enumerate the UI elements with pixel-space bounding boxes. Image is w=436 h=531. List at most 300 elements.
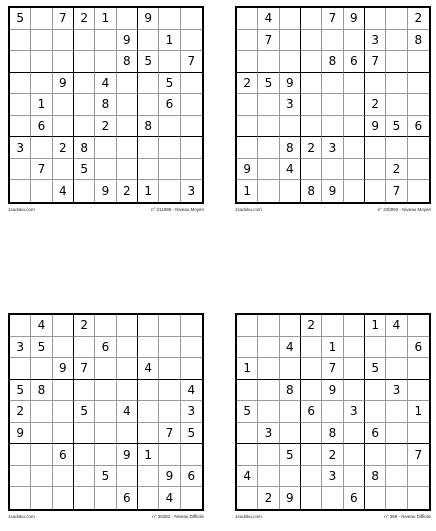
sudoku-cell	[138, 159, 159, 181]
sudoku-cell: 8	[138, 116, 159, 138]
sudoku-cell: 1	[138, 180, 159, 202]
sudoku-cell	[258, 401, 279, 423]
sudoku-cell	[159, 337, 180, 359]
sudoku-cell: 8	[322, 423, 343, 445]
sudoku-cell: 4	[237, 466, 258, 488]
sudoku-cell: 4	[53, 180, 74, 202]
sudoku-cell: 9	[237, 159, 258, 181]
sudoku-cell	[386, 137, 407, 159]
sudoku-grid	[235, 6, 431, 204]
sudoku-cell	[344, 180, 365, 202]
sudoku-cell	[95, 444, 116, 466]
sudoku-cell	[159, 315, 180, 337]
puzzle-caption: n° 220062 - Niveau Moyen	[377, 207, 431, 212]
sudoku-cell: 6	[159, 94, 180, 116]
sudoku-cell: 8	[408, 30, 429, 52]
sudoku-cell	[74, 423, 95, 445]
sudoku-cell	[31, 444, 52, 466]
sudoku-cell	[301, 466, 322, 488]
sudoku-cell: 2	[117, 180, 138, 202]
sudoku-cell	[181, 315, 202, 337]
sudoku-cell	[237, 116, 258, 138]
sudoku-cell: 4	[138, 358, 159, 380]
sudoku-grid	[8, 6, 204, 204]
sudoku-cell: 2	[365, 94, 386, 116]
sudoku-cell	[10, 30, 31, 52]
sudoku-cell	[237, 137, 258, 159]
sudoku-cell: 9	[117, 30, 138, 52]
sudoku-cell	[258, 159, 279, 181]
sudoku-cell	[10, 358, 31, 380]
source-label: 1sudoku.com	[8, 514, 35, 519]
sudoku-cell	[301, 8, 322, 30]
sudoku-cell	[301, 73, 322, 95]
sudoku-cell	[10, 487, 31, 509]
sudoku-cell	[408, 137, 429, 159]
sudoku-cell	[31, 180, 52, 202]
sudoku-cell	[74, 180, 95, 202]
sudoku-puzzle	[8, 6, 204, 213]
sudoku-cell: 1	[138, 444, 159, 466]
sudoku-cell	[31, 423, 52, 445]
sudoku-cell	[280, 315, 301, 337]
sudoku-cell	[258, 51, 279, 73]
sudoku-cell	[74, 73, 95, 95]
sudoku-cell	[408, 423, 429, 445]
sudoku-cell	[280, 401, 301, 423]
sudoku-cell	[258, 94, 279, 116]
sudoku-cell	[117, 358, 138, 380]
sudoku-cell	[95, 401, 116, 423]
sudoku-cell	[365, 137, 386, 159]
sudoku-cell: 8	[95, 94, 116, 116]
sudoku-cell	[53, 116, 74, 138]
sudoku-cell: 5	[365, 358, 386, 380]
sudoku-puzzle	[235, 313, 431, 520]
sudoku-cell: 6	[344, 487, 365, 509]
source-label: 1sudoku.com	[235, 207, 262, 212]
sudoku-cell	[181, 337, 202, 359]
sudoku-cell	[53, 159, 74, 181]
sudoku-cell	[95, 30, 116, 52]
sudoku-puzzle	[235, 6, 431, 213]
sudoku-cell	[138, 30, 159, 52]
sudoku-cell: 1	[365, 315, 386, 337]
sudoku-grid	[235, 313, 431, 511]
sudoku-cell	[258, 116, 279, 138]
sudoku-cell	[237, 315, 258, 337]
sudoku-cell: 9	[344, 8, 365, 30]
sudoku-cell	[31, 401, 52, 423]
sudoku-cell: 8	[301, 180, 322, 202]
sudoku-cell	[322, 315, 343, 337]
sudoku-cell	[95, 487, 116, 509]
sudoku-cell	[280, 116, 301, 138]
sudoku-cell: 6	[31, 116, 52, 138]
puzzle-footer	[235, 513, 431, 520]
sudoku-cell: 7	[258, 30, 279, 52]
sudoku-cell	[181, 8, 202, 30]
sudoku-cell: 7	[53, 8, 74, 30]
sudoku-cell	[301, 487, 322, 509]
sudoku-cell	[258, 466, 279, 488]
sudoku-cell: 2	[408, 8, 429, 30]
sudoku-cell	[365, 180, 386, 202]
sudoku-cell	[258, 380, 279, 402]
sudoku-cell: 5	[237, 401, 258, 423]
sudoku-cell	[386, 444, 407, 466]
sudoku-cell: 2	[258, 487, 279, 509]
sudoku-cell	[386, 358, 407, 380]
sudoku-cell: 7	[365, 51, 386, 73]
sudoku-cell: 6	[117, 487, 138, 509]
sudoku-cell	[386, 73, 407, 95]
sudoku-cell	[53, 30, 74, 52]
sudoku-cell: 6	[408, 116, 429, 138]
source-label: 1sudoku.com	[235, 514, 262, 519]
sudoku-cell	[31, 30, 52, 52]
sudoku-cell	[159, 137, 180, 159]
sudoku-cell	[53, 337, 74, 359]
sudoku-cell: 2	[301, 137, 322, 159]
sudoku-cell	[301, 380, 322, 402]
sudoku-cell	[258, 180, 279, 202]
sudoku-cell	[258, 315, 279, 337]
sudoku-cell: 4	[159, 487, 180, 509]
sudoku-cell	[95, 423, 116, 445]
sudoku-cell: 2	[74, 315, 95, 337]
sudoku-cell	[322, 401, 343, 423]
sudoku-cell	[237, 94, 258, 116]
sudoku-cell: 2	[10, 401, 31, 423]
sudoku-cell: 2	[237, 73, 258, 95]
sudoku-cell	[237, 51, 258, 73]
sudoku-cell	[181, 159, 202, 181]
sudoku-cell: 4	[258, 8, 279, 30]
sudoku-cell	[117, 94, 138, 116]
sudoku-cell	[138, 315, 159, 337]
sudoku-cell	[181, 73, 202, 95]
sudoku-cell: 4	[386, 315, 407, 337]
sudoku-cell: 9	[53, 73, 74, 95]
sudoku-cell: 5	[95, 466, 116, 488]
sudoku-cell: 9	[365, 116, 386, 138]
sudoku-cell	[344, 315, 365, 337]
source-label: 1sudoku.com	[8, 207, 35, 212]
sudoku-cell: 6	[408, 337, 429, 359]
sudoku-cell	[386, 94, 407, 116]
sudoku-cell: 1	[322, 337, 343, 359]
sudoku-cell: 7	[386, 180, 407, 202]
sudoku-cell	[280, 8, 301, 30]
sudoku-cell	[10, 180, 31, 202]
sudoku-cell: 9	[322, 180, 343, 202]
sudoku-cell: 5	[31, 337, 52, 359]
sudoku-cell: 3	[386, 380, 407, 402]
sudoku-cell	[258, 137, 279, 159]
sudoku-cell	[31, 466, 52, 488]
sudoku-cell: 4	[181, 380, 202, 402]
sudoku-cell	[322, 487, 343, 509]
sudoku-cell: 2	[95, 116, 116, 138]
sudoku-cell	[237, 8, 258, 30]
sudoku-cell	[386, 466, 407, 488]
sudoku-cell: 9	[322, 380, 343, 402]
sudoku-cell: 1	[31, 94, 52, 116]
sudoku-cell: 3	[258, 423, 279, 445]
sudoku-cell	[53, 51, 74, 73]
sudoku-puzzle	[8, 313, 204, 520]
sudoku-cell: 5	[10, 8, 31, 30]
sudoku-cell	[117, 8, 138, 30]
sudoku-cell	[138, 401, 159, 423]
sudoku-cell: 4	[117, 401, 138, 423]
sudoku-cell	[74, 337, 95, 359]
sudoku-cell	[53, 315, 74, 337]
sudoku-cell	[95, 51, 116, 73]
sudoku-cell: 4	[31, 315, 52, 337]
sudoku-cell	[408, 73, 429, 95]
sudoku-cell	[301, 116, 322, 138]
sudoku-cell	[159, 51, 180, 73]
sudoku-cell	[10, 159, 31, 181]
sudoku-cell	[344, 466, 365, 488]
sudoku-cell	[181, 444, 202, 466]
sudoku-cell	[301, 94, 322, 116]
sudoku-cell: 4	[280, 337, 301, 359]
sudoku-cell: 1	[95, 8, 116, 30]
sudoku-cell: 7	[31, 159, 52, 181]
sudoku-cell	[280, 466, 301, 488]
sudoku-cell	[301, 444, 322, 466]
sudoku-cell	[138, 137, 159, 159]
sudoku-cell	[237, 487, 258, 509]
sudoku-cell	[159, 8, 180, 30]
sudoku-cell: 4	[95, 73, 116, 95]
sudoku-cell	[408, 94, 429, 116]
sudoku-cell: 3	[365, 30, 386, 52]
sudoku-cell	[95, 358, 116, 380]
sudoku-cell	[386, 487, 407, 509]
sudoku-cell	[117, 423, 138, 445]
sudoku-cell	[181, 137, 202, 159]
sudoku-cell	[301, 358, 322, 380]
sudoku-cell	[138, 94, 159, 116]
sudoku-cell: 6	[365, 423, 386, 445]
sudoku-cell: 3	[322, 466, 343, 488]
sudoku-cell: 9	[280, 73, 301, 95]
sudoku-cell	[237, 423, 258, 445]
sudoku-cell	[365, 444, 386, 466]
sudoku-cell: 3	[322, 137, 343, 159]
sudoku-cell	[159, 358, 180, 380]
sudoku-cell	[301, 423, 322, 445]
sudoku-cell	[280, 180, 301, 202]
sudoku-cell	[344, 380, 365, 402]
puzzle-caption: n° 211896 - Niveau Moyen	[151, 207, 204, 212]
sudoku-cell: 6	[181, 466, 202, 488]
sudoku-cell: 7	[408, 444, 429, 466]
sudoku-grid	[8, 313, 204, 511]
sudoku-cell	[344, 358, 365, 380]
sudoku-cell: 2	[74, 8, 95, 30]
sudoku-cell	[237, 30, 258, 52]
sudoku-cell	[386, 30, 407, 52]
sudoku-cell: 8	[280, 137, 301, 159]
sudoku-cell: 4	[280, 159, 301, 181]
sudoku-cell	[95, 159, 116, 181]
sudoku-cell: 5	[138, 51, 159, 73]
sudoku-cell	[181, 30, 202, 52]
sudoku-cell	[31, 487, 52, 509]
sudoku-cell	[386, 8, 407, 30]
sudoku-cell: 8	[117, 51, 138, 73]
sudoku-cell	[10, 51, 31, 73]
sudoku-cell: 9	[117, 444, 138, 466]
sudoku-cell: 2	[322, 444, 343, 466]
sudoku-cell	[117, 159, 138, 181]
sudoku-cell	[117, 73, 138, 95]
sudoku-cell	[10, 315, 31, 337]
sudoku-cell: 6	[301, 401, 322, 423]
sudoku-cell: 5	[258, 73, 279, 95]
sudoku-cell	[138, 487, 159, 509]
sudoku-cell	[365, 487, 386, 509]
sudoku-cell	[159, 444, 180, 466]
sudoku-cell	[53, 94, 74, 116]
sudoku-cell	[10, 73, 31, 95]
sudoku-cell	[365, 380, 386, 402]
sudoku-cell: 5	[386, 116, 407, 138]
sudoku-cell	[408, 487, 429, 509]
sudoku-cell	[301, 159, 322, 181]
sudoku-cell	[159, 116, 180, 138]
sudoku-cell: 6	[53, 444, 74, 466]
sudoku-cell	[31, 51, 52, 73]
sudoku-cell	[408, 315, 429, 337]
sudoku-cell	[31, 358, 52, 380]
sudoku-cell	[53, 487, 74, 509]
sudoku-cell: 9	[10, 423, 31, 445]
sudoku-cell	[344, 423, 365, 445]
sudoku-cell	[408, 180, 429, 202]
sudoku-cell	[181, 116, 202, 138]
sudoku-cell	[53, 423, 74, 445]
puzzle-footer	[235, 206, 431, 213]
sudoku-cell	[181, 358, 202, 380]
sudoku-cell	[159, 380, 180, 402]
sudoku-cell: 3	[181, 401, 202, 423]
sudoku-cell	[344, 137, 365, 159]
sudoku-cell	[344, 159, 365, 181]
sudoku-cell	[237, 337, 258, 359]
sudoku-cell: 3	[280, 94, 301, 116]
sudoku-cell	[280, 358, 301, 380]
sudoku-cell: 5	[280, 444, 301, 466]
sudoku-cell: 8	[365, 466, 386, 488]
sudoku-cell	[181, 487, 202, 509]
sudoku-cell: 9	[280, 487, 301, 509]
sudoku-cell	[95, 380, 116, 402]
sudoku-cell	[159, 159, 180, 181]
sudoku-cell: 7	[181, 51, 202, 73]
sudoku-cell	[138, 73, 159, 95]
sudoku-cell	[74, 487, 95, 509]
sudoku-cell	[117, 337, 138, 359]
sudoku-cell	[117, 380, 138, 402]
sudoku-cell	[117, 466, 138, 488]
sudoku-cell	[365, 73, 386, 95]
sudoku-cell: 3	[10, 337, 31, 359]
sudoku-cell	[322, 73, 343, 95]
sudoku-cell: 7	[322, 358, 343, 380]
sudoku-cell: 7	[322, 8, 343, 30]
sudoku-cell	[408, 466, 429, 488]
sudoku-cell	[365, 8, 386, 30]
sudoku-cell: 8	[280, 380, 301, 402]
sudoku-cell	[53, 466, 74, 488]
sudoku-cell	[408, 380, 429, 402]
sudoku-cell	[280, 423, 301, 445]
sudoku-cell	[258, 337, 279, 359]
sudoku-cell: 1	[237, 358, 258, 380]
sudoku-cell	[386, 423, 407, 445]
sudoku-cell	[344, 94, 365, 116]
sudoku-cell	[344, 337, 365, 359]
sudoku-cell	[365, 337, 386, 359]
sudoku-cell	[365, 401, 386, 423]
sudoku-cell	[159, 180, 180, 202]
sudoku-cell: 5	[10, 380, 31, 402]
sudoku-cell	[258, 358, 279, 380]
sudoku-cell	[408, 358, 429, 380]
sudoku-cell: 3	[187, 184, 196, 199]
sudoku-cell: 9	[138, 8, 159, 30]
sudoku-cell: 1	[408, 401, 429, 423]
sudoku-cell	[408, 51, 429, 73]
sudoku-cell	[386, 401, 407, 423]
sudoku-cell: 1	[159, 30, 180, 52]
sudoku-cell: 5	[159, 73, 180, 95]
sudoku-cell	[31, 73, 52, 95]
sudoku-cell	[344, 116, 365, 138]
sudoku-cell	[322, 30, 343, 52]
sudoku-cell: 2	[301, 315, 322, 337]
sudoku-cell	[237, 380, 258, 402]
puzzle-caption: n° 36282 - Niveau Difficile	[152, 514, 204, 519]
sudoku-cell	[386, 51, 407, 73]
sudoku-cell	[117, 137, 138, 159]
sudoku-cell	[10, 116, 31, 138]
sudoku-cell	[181, 94, 202, 116]
sudoku-cell	[386, 337, 407, 359]
sudoku-cell: 6	[344, 51, 365, 73]
sudoku-cell	[344, 30, 365, 52]
sudoku-cell: 8	[31, 380, 52, 402]
puzzle-caption: n° 369 - Niveau Difficile	[384, 514, 431, 519]
sudoku-cell	[95, 137, 116, 159]
sudoku-cell: 7	[159, 423, 180, 445]
sudoku-cell	[344, 73, 365, 95]
sudoku-cell: 9	[53, 358, 74, 380]
sudoku-cell: 9	[159, 466, 180, 488]
sudoku-cell	[258, 444, 279, 466]
sudoku-cell: 5	[74, 401, 95, 423]
sudoku-cell	[74, 51, 95, 73]
sudoku-cell	[138, 423, 159, 445]
sudoku-cell	[74, 94, 95, 116]
sudoku-cell: 7	[74, 358, 95, 380]
